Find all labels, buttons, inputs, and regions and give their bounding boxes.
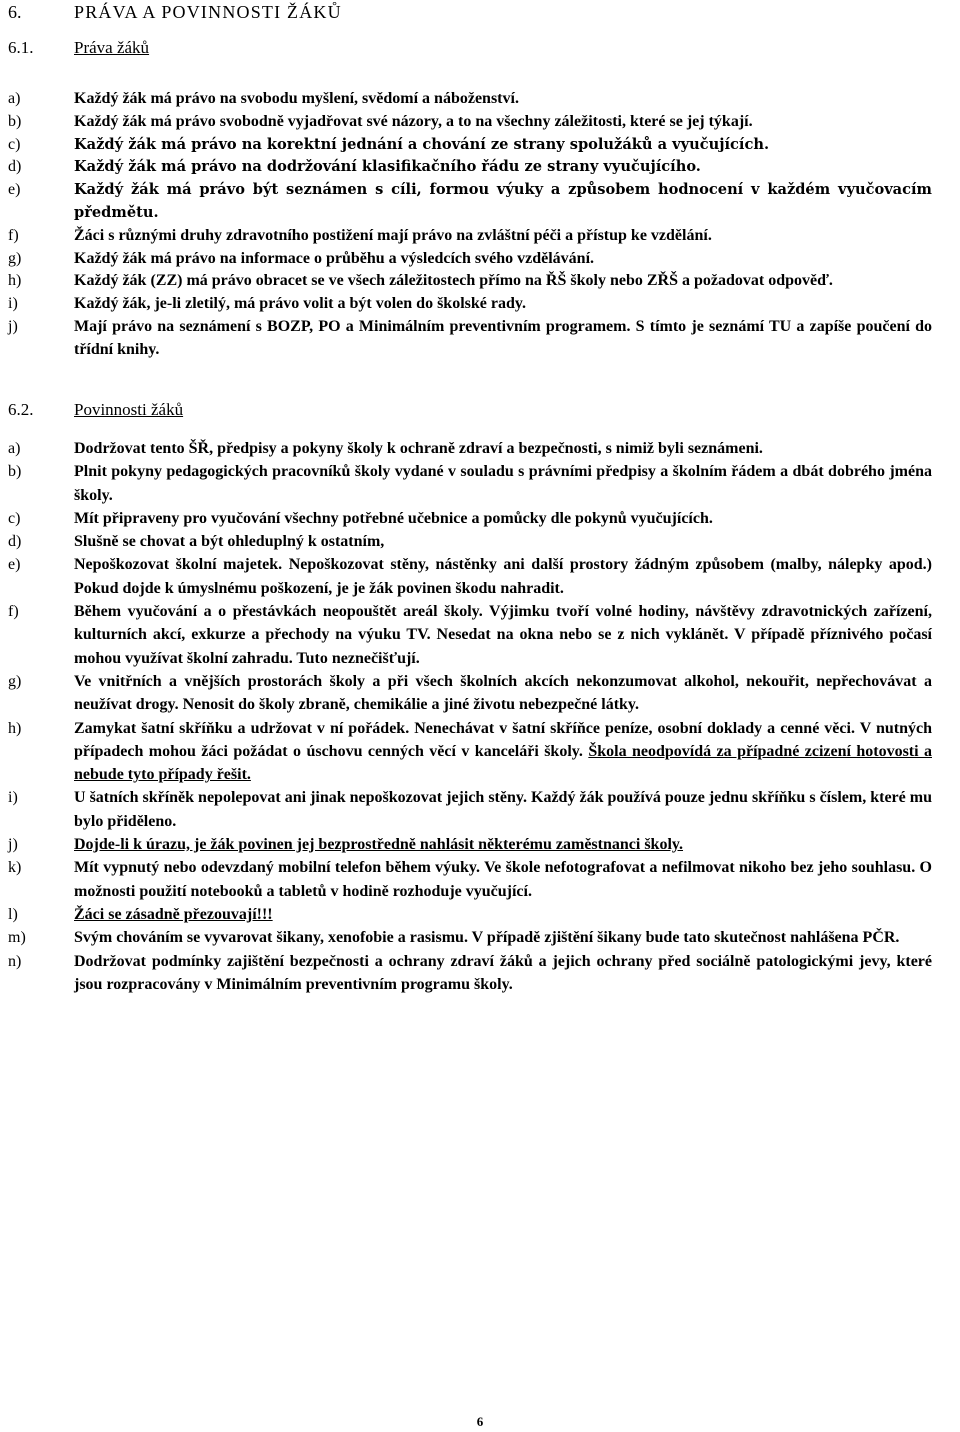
item-text-body: Nepoškozovat školní majetek. Nepoškozovat stěny, nástěnky ani další prostory žádným způsobem (malby, nálepky apod.) Pokud dojde k úmyslnému poškození, je je žák povinen škodu nahradit.: [74, 556, 932, 597]
item-text: [74, 179, 932, 225]
item-text-body: Během vyučování a o přestávkách neopouštět areál školy. Výjimku tvoří volné hodiny, návštěvy zdravotnických zařízení, kulturních akcí, exkurze a přechody na výuku TV. Nesedat na okna nebo se z nich vyklánět. V případě příznivého počasí mohou využívat školní zahradu. Tuto neznečišťují.: [74, 603, 932, 667]
item-text: [74, 507, 932, 530]
item-label: d): [8, 158, 22, 176]
duties-list: [8, 437, 932, 996]
item-text: [74, 950, 932, 997]
item-text-underlined: Škola neodpovídá za případné zcizení hotovosti a nebude tyto případy řešit.: [74, 742, 932, 784]
list-item: [8, 88, 932, 111]
item-text: [74, 316, 932, 362]
item-text-body: U šatních skříněk nepolepovat ani jinak nepoškozovat jejich stěny. Každý žák používá pouze jednu skříňku s číslem, které mu bylo přiděleno.: [74, 789, 932, 830]
rights-list: [8, 88, 932, 362]
list-item: [8, 856, 932, 903]
item-text-body: Ve vnitřních a vnějších prostorách školy a při všech školních akcích nekonzumovat alkohol, nekouřit, nepřechovávat a neužívat drogy. Nenosit do školy zbraně, chemikálie a jiné životu nebezpečné látky.: [74, 672, 932, 714]
item-text-body: Každý žák (ZZ) má právo obracet se ve všech záležitostech přímo na ŘŠ školy nebo ZŘŠ a požadovat odpověď.: [74, 272, 833, 290]
list-item: [8, 530, 932, 553]
duties-number: 6.2.: [8, 400, 34, 419]
item-text: [74, 670, 932, 717]
item-text: [74, 833, 932, 856]
item-text: [74, 460, 932, 507]
item-text: [74, 926, 932, 949]
list-item: [8, 670, 932, 717]
item-label: e): [8, 556, 21, 574]
item-text-body: Mít vypnutý nebo odevzdaný mobilní telefon během výuky. Ve škole nefotografovat a nefilmovat nikoho bez jeho souhlasu. O možnosti použití notebooků a tabletů v hodině rozhoduje vyučující.: [74, 859, 932, 900]
duties-title: Povinnosti žáků: [74, 400, 184, 419]
item-text-body: Každý žák má právo na korektní jednání a chování ze strany spolužáků a vyučujících.: [74, 135, 770, 153]
item-text: [74, 786, 932, 833]
list-item: [8, 717, 932, 787]
list-item: [8, 786, 932, 833]
item-text: [74, 248, 932, 271]
item-label: g): [8, 672, 22, 690]
list-item: [8, 507, 932, 530]
item-text: [74, 530, 932, 553]
page-number: 6: [476, 1414, 484, 1429]
item-text-body: Slušně se chovat a být ohleduplný k ostatním,: [74, 533, 385, 551]
section-heading: [8, 2, 342, 23]
item-text-body: Dodržovat tento ŠŘ, předpisy a pokyny školy k ochraně zdraví a bezpečnosti, s nimiž byli seznámeni.: [74, 440, 763, 457]
item-text: [74, 437, 932, 460]
item-label: m): [8, 929, 26, 947]
list-item: [8, 134, 932, 157]
list-item: [8, 270, 932, 293]
item-label: a): [8, 440, 21, 457]
list-item: [8, 460, 932, 507]
item-text-body: Každý žák má právo být seznámen s cíli, formou výuky a způsobem hodnocení v každém vyučovacím předmětu.: [74, 181, 932, 221]
list-item: [8, 293, 932, 316]
item-text-body: Každý žák má právo na svobodu myšlení, svědomí a náboženství.: [74, 90, 519, 107]
item-label: c): [8, 135, 21, 153]
rights-heading: [8, 38, 149, 58]
item-label: e): [8, 181, 21, 199]
item-label: b): [8, 112, 22, 130]
item-text: [74, 903, 932, 926]
list-item: [8, 553, 932, 600]
rights-number: 6.1.: [8, 38, 34, 57]
list-item: [8, 156, 932, 179]
item-text-body: Každý žák má právo na informace o průběhu a výsledcích svého vzdělávání.: [74, 249, 595, 267]
item-label: j): [8, 836, 18, 854]
duties-heading: [8, 400, 183, 420]
item-text-underlined: Žáci se zásadně přezouvají!!!: [74, 905, 273, 923]
item-text: [74, 225, 932, 248]
list-item: [8, 248, 932, 271]
item-label: n): [8, 952, 22, 970]
section-title: PRÁVA A POVINNOSTI ŽÁKŮ: [74, 2, 342, 22]
item-label: h): [8, 272, 22, 290]
item-text: [74, 134, 932, 157]
item-text-body: Zamykat šatní skříňku a udržovat v ní pořádek. Nenechávat v šatní skříňce peníze, osobní doklady a cenné věci. V nutných případech mohou žáci požádat o úschovu cenných věcí v kanceláři školy.: [74, 719, 932, 760]
list-item: [8, 950, 932, 997]
item-label: h): [8, 719, 22, 737]
item-text: [74, 270, 932, 293]
item-text-underlined: Dojde-li k úrazu, je žák povinen jej bezprostředně nahlásit některému zaměstnanci školy.: [74, 836, 684, 854]
item-label: b): [8, 463, 22, 481]
item-text-body: Dodržovat podmínky zajištění bezpečnosti a ochrany zdraví žáků a jejich ochrany před sociálně patologickými jevy, které jsou rozpracovány v Minimálním preventivním programu školy.: [74, 952, 932, 993]
item-label: d): [8, 533, 22, 551]
item-label: k): [8, 859, 22, 877]
item-text: [74, 856, 932, 903]
item-label: f): [8, 226, 19, 244]
item-text: [74, 293, 932, 316]
item-text: [74, 553, 932, 600]
list-item: [8, 225, 932, 248]
section-number: 6.: [8, 2, 22, 22]
item-label: a): [8, 90, 21, 107]
rights-title: Práva žáků: [74, 38, 150, 57]
item-text: [74, 717, 932, 787]
list-item: [8, 111, 932, 134]
list-item: [8, 437, 932, 460]
item-label: j): [8, 317, 18, 335]
item-text-body: Každý žák, je-li zletilý, má právo volit a být volen do školské rady.: [74, 295, 526, 313]
item-text-body: Každý žák má právo svobodně vyjadřovat své názory, a to na všechny záležitosti, které se jej týkají.: [74, 112, 753, 130]
list-item: [8, 926, 932, 949]
item-label: i): [8, 295, 18, 313]
item-label: f): [8, 603, 19, 621]
list-item: [8, 179, 932, 225]
item-label: i): [8, 789, 18, 807]
list-item: [8, 833, 932, 856]
item-text-body: Plnit pokyny pedagogických pracovníků školy vydané v souladu s právními předpisy a školním řádem a dbát dobrého jména školy.: [74, 463, 932, 504]
item-label: l): [8, 905, 18, 923]
item-text: [74, 600, 932, 670]
list-item: [8, 316, 932, 362]
item-text-body: Mít připraveny pro vyučování všechny potřebné učebnice a pomůcky dle pokynů vyučujících.: [74, 509, 713, 527]
item-text: [74, 111, 932, 134]
item-text-body: Žáci s různými druhy zdravotního postižení mají právo na zvláštní péči a přístup ke vzdělání.: [74, 226, 712, 244]
item-text-body: Mají právo na seznámení s BOZP, PO a Minimálním preventivním programem. S tímto je seznámí TU a zapíše poučení do třídní knihy.: [74, 317, 932, 358]
item-text: [74, 156, 932, 179]
list-item: [8, 600, 932, 670]
list-item: [8, 903, 932, 926]
item-label: c): [8, 509, 21, 527]
item-text-body: Každý žák má právo na dodržování klasifikačního řádu ze strany vyučujícího.: [74, 158, 701, 176]
item-text: [74, 88, 932, 111]
item-text-body: Svým chováním se vyvarovat šikany, xenofobie a rasismu. V případě zjištění šikany bude tato skutečnost nahlášena PČR.: [74, 929, 900, 947]
item-label: g): [8, 249, 22, 267]
